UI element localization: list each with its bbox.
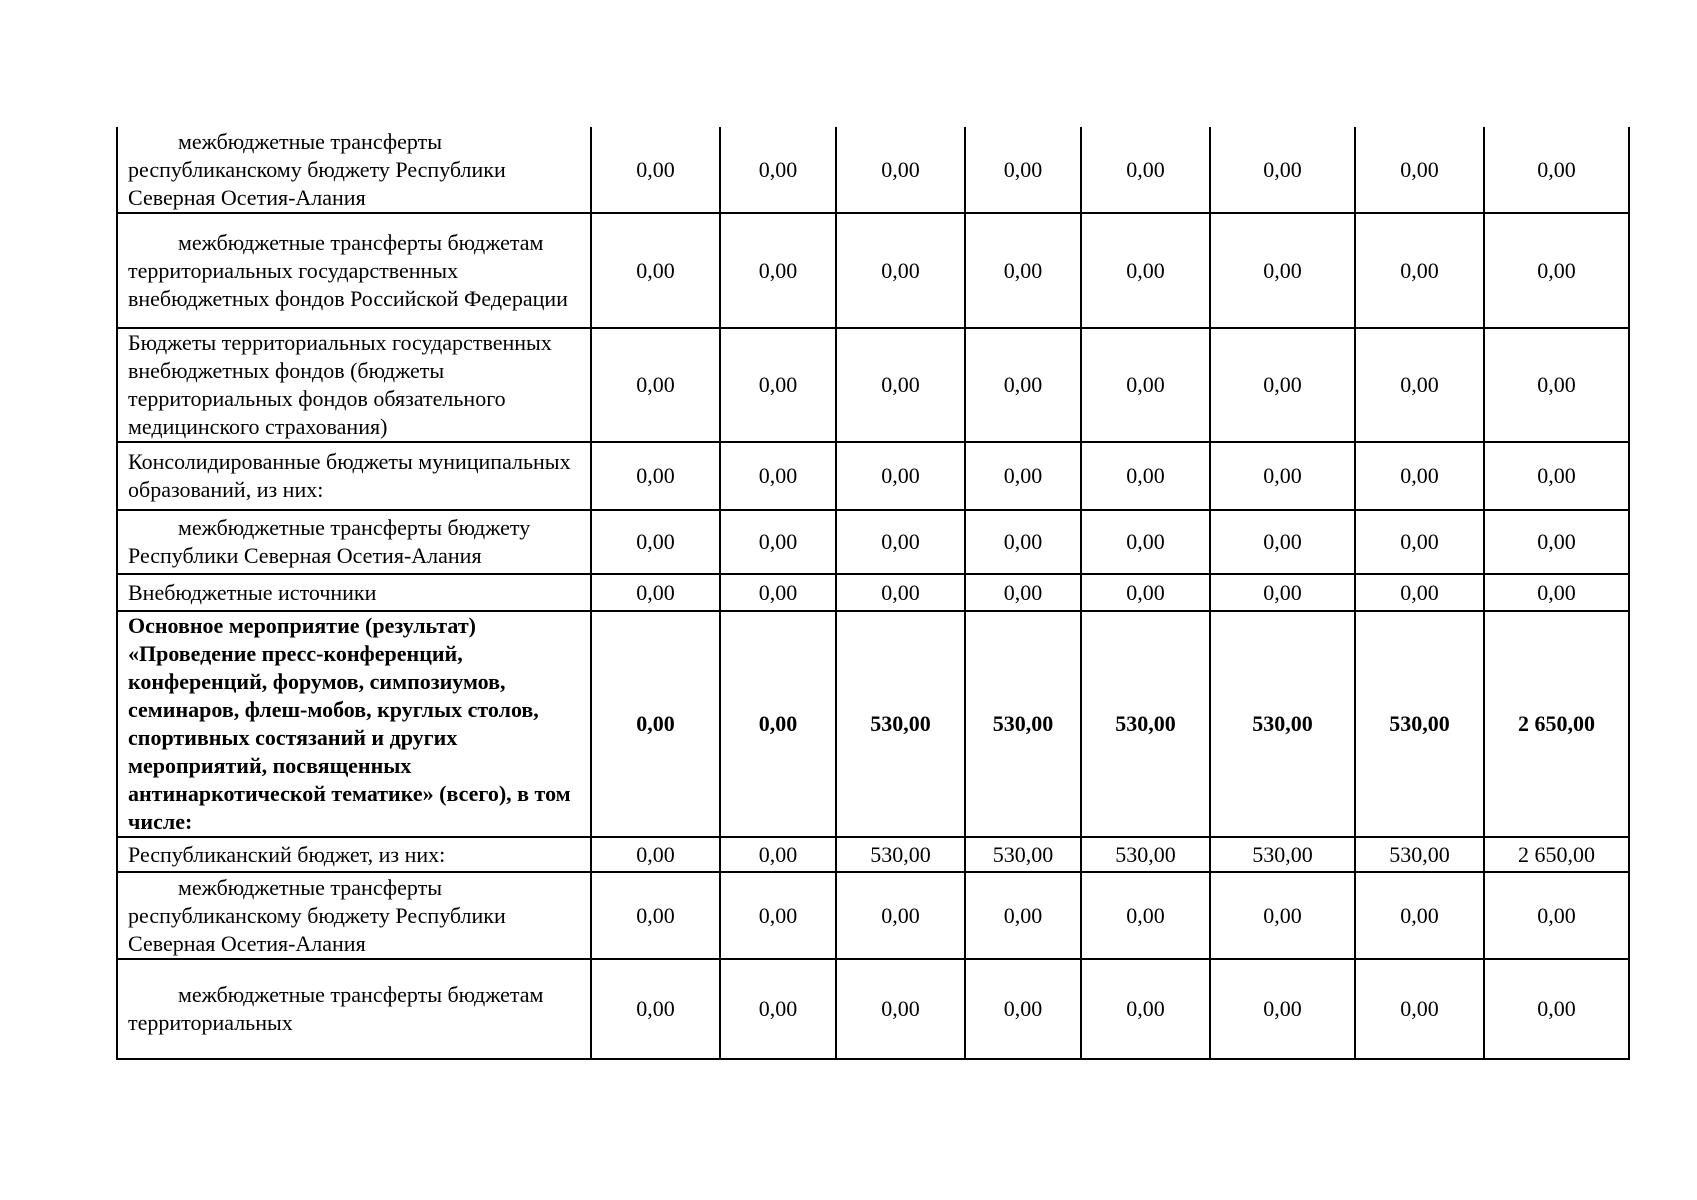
value-cell: 0,00	[1081, 213, 1210, 328]
row-label-cell	[117, 510, 591, 574]
row-label: межбюджетные трансферты бюджетам территориальных	[128, 982, 544, 1035]
value-cell: 0,00	[720, 611, 836, 837]
row-label-cell	[117, 442, 591, 510]
value-cell: 0,00	[720, 510, 836, 574]
value-cell: 530,00	[965, 837, 1081, 872]
value-cell: 0,00	[1210, 510, 1355, 574]
value-cell: 0,00	[965, 959, 1081, 1059]
value-cell: 0,00	[836, 510, 965, 574]
value-cell: 530,00	[836, 837, 965, 872]
value-cell: 0,00	[1081, 959, 1210, 1059]
value-cell: 0,00	[720, 837, 836, 872]
value-cell: 0,00	[1484, 328, 1629, 442]
value-cell: 0,00	[836, 328, 965, 442]
value-cell: 0,00	[1355, 127, 1484, 213]
row-label: Бюджеты территориальных государственных внебюджетных фондов (бюджеты территориальных фондов обязательного медицинского страхования)	[128, 330, 552, 439]
value-cell: 0,00	[591, 213, 720, 328]
value-cell: 0,00	[1484, 872, 1629, 959]
value-cell: 0,00	[1210, 127, 1355, 213]
value-cell: 0,00	[1355, 872, 1484, 959]
table-row	[117, 837, 1629, 872]
value-cell: 0,00	[836, 574, 965, 611]
value-cell: 0,00	[1081, 328, 1210, 442]
value-cell: 0,00	[836, 959, 965, 1059]
value-cell: 530,00	[836, 611, 965, 837]
value-cell: 0,00	[1355, 442, 1484, 510]
value-cell: 0,00	[1355, 213, 1484, 328]
value-cell: 0,00	[591, 959, 720, 1059]
value-cell: 0,00	[965, 872, 1081, 959]
value-cell: 0,00	[591, 127, 720, 213]
row-label: межбюджетные трансферты бюджету Республики Северная Осетия-Алания	[128, 515, 531, 568]
row-label: Республиканский бюджет, из них:	[128, 841, 446, 867]
value-cell: 0,00	[1081, 872, 1210, 959]
value-cell: 0,00	[1210, 872, 1355, 959]
value-cell: 0,00	[591, 611, 720, 837]
value-cell: 530,00	[1210, 611, 1355, 837]
value-cell: 0,00	[1081, 127, 1210, 213]
table-row	[117, 510, 1629, 574]
value-cell: 0,00	[1210, 959, 1355, 1059]
value-cell: 0,00	[965, 328, 1081, 442]
value-cell: 0,00	[836, 213, 965, 328]
value-cell: 0,00	[720, 574, 836, 611]
value-cell: 0,00	[836, 872, 965, 959]
value-cell: 0,00	[836, 442, 965, 510]
value-cell: 0,00	[1484, 959, 1629, 1059]
value-cell: 0,00	[591, 872, 720, 959]
value-cell: 0,00	[1210, 328, 1355, 442]
value-cell: 0,00	[1210, 442, 1355, 510]
value-cell: 0,00	[591, 442, 720, 510]
value-cell: 0,00	[1484, 127, 1629, 213]
value-cell: 0,00	[1355, 510, 1484, 574]
value-cell: 0,00	[1484, 574, 1629, 611]
row-label-cell	[117, 959, 591, 1059]
row-label: Основное мероприятие (результат) «Проведение пресс-конференций, конференций, форумов, симпозиумов, семинаров, флеш-мобов, круглых столов, спортивных состязаний и других мероприятий, посвященных антинаркотической тематике» (всего), в том числе:	[128, 613, 571, 834]
value-cell: 0,00	[1355, 574, 1484, 611]
value-cell: 0,00	[1081, 574, 1210, 611]
value-cell: 0,00	[1081, 442, 1210, 510]
value-cell: 0,00	[720, 442, 836, 510]
table-row	[117, 872, 1629, 959]
value-cell: 0,00	[720, 872, 836, 959]
value-cell: 0,00	[965, 442, 1081, 510]
row-label: межбюджетные трансферты республиканскому бюджету Республики Северная Осетия-Алания	[128, 874, 506, 956]
value-cell: 0,00	[1081, 510, 1210, 574]
row-label-cell	[117, 213, 591, 328]
row-label-cell	[117, 127, 591, 213]
row-label-cell	[117, 328, 591, 442]
row-label: межбюджетные трансферты республиканскому бюджету Республики Северная Осетия-Алания	[128, 128, 506, 210]
value-cell: 0,00	[591, 837, 720, 872]
value-cell: 0,00	[591, 510, 720, 574]
value-cell: 0,00	[965, 574, 1081, 611]
value-cell: 0,00	[965, 213, 1081, 328]
value-cell: 0,00	[1210, 574, 1355, 611]
value-cell: 0,00	[591, 574, 720, 611]
table-row	[117, 611, 1629, 837]
table-row	[117, 328, 1629, 442]
value-cell: 530,00	[965, 611, 1081, 837]
value-cell: 530,00	[1355, 611, 1484, 837]
value-cell: 530,00	[1081, 611, 1210, 837]
table-body	[117, 127, 1629, 1059]
budget-table	[116, 127, 1630, 1060]
value-cell: 0,00	[720, 127, 836, 213]
value-cell: 0,00	[720, 959, 836, 1059]
value-cell: 0,00	[720, 213, 836, 328]
value-cell: 0,00	[965, 510, 1081, 574]
value-cell: 0,00	[836, 127, 965, 213]
value-cell: 0,00	[965, 127, 1081, 213]
row-label: Консолидированные бюджеты муниципальных образований, из них:	[128, 449, 571, 502]
value-cell: 0,00	[1355, 328, 1484, 442]
table-row	[117, 213, 1629, 328]
table-row	[117, 442, 1629, 510]
value-cell: 0,00	[1484, 442, 1629, 510]
value-cell: 2 650,00	[1484, 837, 1629, 872]
value-cell: 0,00	[1484, 510, 1629, 574]
value-cell: 2 650,00	[1484, 611, 1629, 837]
row-label-cell	[117, 837, 591, 872]
row-label-cell	[117, 872, 591, 959]
row-label: Внебюджетные источники	[128, 579, 377, 605]
value-cell: 0,00	[1355, 959, 1484, 1059]
value-cell: 530,00	[1355, 837, 1484, 872]
table-row	[117, 959, 1629, 1059]
row-label: межбюджетные трансферты бюджетам территориальных государственных внебюджетных фондов Российской Федерации	[128, 229, 568, 311]
table-row	[117, 574, 1629, 611]
value-cell: 0,00	[1484, 213, 1629, 328]
value-cell: 530,00	[1081, 837, 1210, 872]
table-row	[117, 127, 1629, 213]
row-label-cell	[117, 611, 591, 837]
row-label-cell	[117, 574, 591, 611]
value-cell: 0,00	[591, 328, 720, 442]
value-cell: 0,00	[720, 328, 836, 442]
value-cell: 530,00	[1210, 837, 1355, 872]
value-cell: 0,00	[1210, 213, 1355, 328]
